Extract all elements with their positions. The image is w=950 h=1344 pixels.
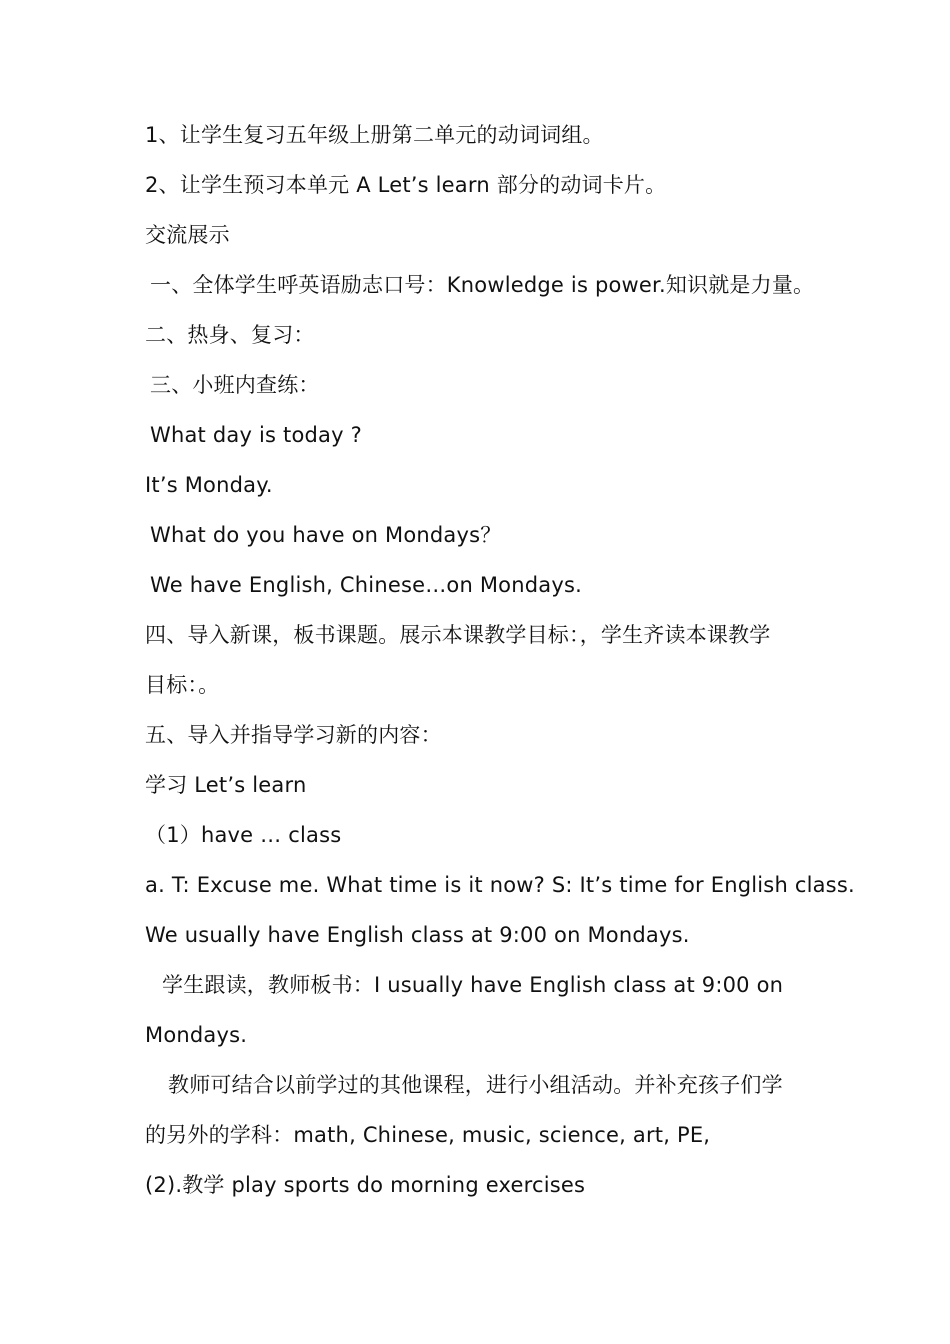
section-heading: 交流展示 (145, 223, 230, 247)
text-line-19: Mondays. (145, 1023, 248, 1047)
text-line-4: 一、全体学生呼英语励志口号：Knowledge is power.知识就是力量。 (150, 273, 815, 297)
dialogue-line-2: It’s Monday. (145, 473, 273, 497)
dialogue-line-1: What day is today ? (150, 423, 362, 447)
text-line-15: （1）have … class (145, 823, 342, 847)
text-line-18: 学生跟读，教师板书：I usually have English class at 9:00 on (162, 973, 784, 997)
text-line-5: 二、热身、复习： (145, 323, 315, 347)
text-line-1: 1、让学生复习五年级上册第二单元的动词词组。 (145, 123, 604, 147)
text-line-20: 教师可结合以前学过的其他课程，进行小组活动。并补充孩子们学 (168, 1073, 783, 1097)
text-line-16: a. T: Excuse me. What time is it now? S: It’s time for English class. (145, 873, 855, 897)
text-line-2: 2、让学生预习本单元 A Let’s learn 部分的动词卡片。 (145, 173, 667, 197)
text-line-14: 学习 Let’s learn (145, 773, 307, 797)
dialogue-line-3: What do you have on Mondays？ (150, 523, 502, 547)
text-line-17: We usually have English class at 9:00 on Mondays. (145, 923, 690, 947)
dialogue-line-4: We have English, Chinese…on Mondays. (150, 573, 582, 597)
text-line-6: 三、小班内查练： (150, 373, 320, 397)
text-line-22: (2).教学 play sports do morning exercises (145, 1173, 586, 1197)
text-line-13: 五、导入并指导学习新的内容： (145, 723, 442, 747)
text-line-12: 目标：。 (145, 673, 220, 697)
text-line-11: 四、导入新课，板书课题。展示本课教学目标：，学生齐读本课教学 (145, 623, 771, 647)
text-line-21: 的另外的学科：math, Chinese, music, science, art, PE, (145, 1123, 711, 1147)
